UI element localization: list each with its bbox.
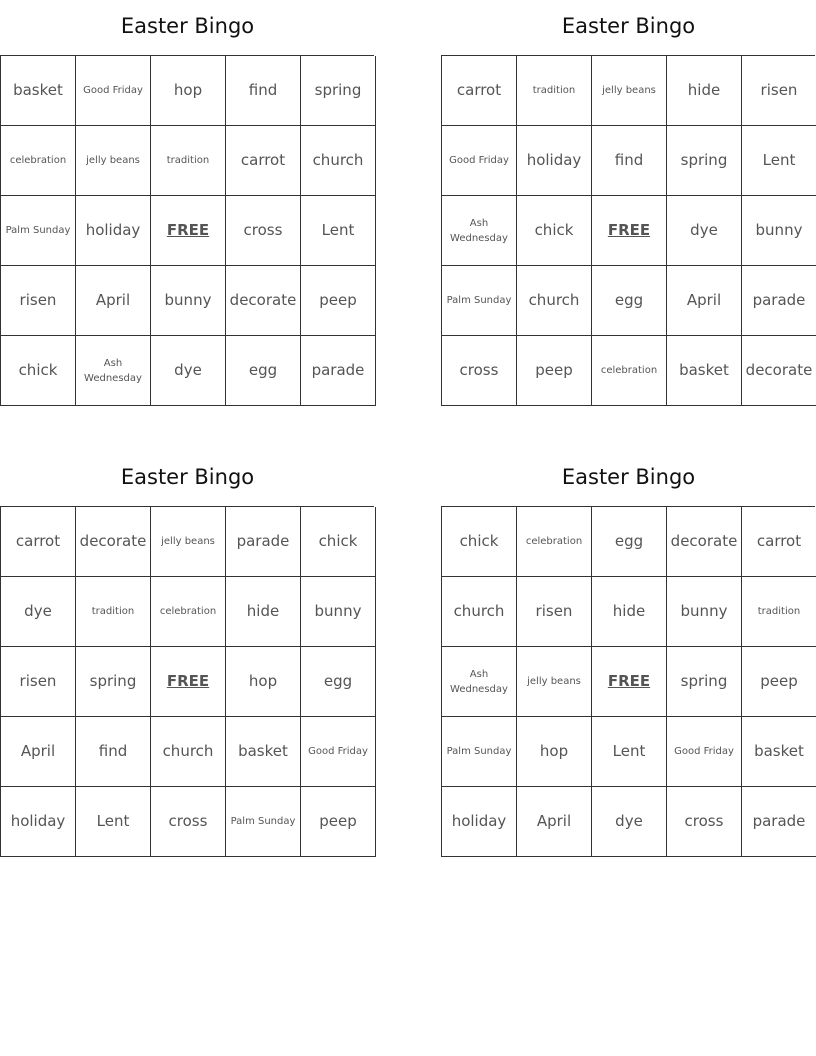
bingo-cell: egg xyxy=(301,647,376,717)
card-title-text: Easter Bingo xyxy=(120,465,255,489)
bingo-cell: Ash Wednesday xyxy=(76,336,151,406)
bingo-cell: hide xyxy=(667,56,742,126)
bingo-cell: carrot xyxy=(1,507,76,577)
card-title xyxy=(0,451,375,506)
bingo-cell: April xyxy=(517,787,592,857)
bingo-cell: chick xyxy=(301,507,376,577)
bingo-cell: peep xyxy=(742,647,816,717)
bingo-cell: find xyxy=(592,126,667,196)
bingo-card xyxy=(441,0,816,406)
bingo-cell: decorate xyxy=(667,507,742,577)
bingo-cell: Palm Sunday xyxy=(1,196,76,266)
bingo-cell: Ash Wednesday xyxy=(442,196,517,266)
bingo-cell: cross xyxy=(151,787,226,857)
card-title-text: Easter Bingo xyxy=(120,14,255,38)
bingo-cell: carrot xyxy=(742,507,816,577)
bingo-grid xyxy=(441,506,815,857)
bingo-cell: celebration xyxy=(517,507,592,577)
card-title xyxy=(0,0,375,55)
bingo-cell: hop xyxy=(151,56,226,126)
bingo-cell: April xyxy=(667,266,742,336)
bingo-cell: church xyxy=(151,717,226,787)
free-space-cell: FREE xyxy=(592,196,667,266)
bingo-card xyxy=(441,451,816,857)
bingo-cell: hop xyxy=(226,647,301,717)
bingo-cell: bunny xyxy=(742,196,816,266)
bingo-cell: dye xyxy=(1,577,76,647)
bingo-cell: Lent xyxy=(742,126,816,196)
bingo-cell: basket xyxy=(667,336,742,406)
bingo-cell: church xyxy=(442,577,517,647)
bingo-cell: Palm Sunday xyxy=(226,787,301,857)
bingo-cell: Good Friday xyxy=(76,56,151,126)
bingo-cell: tradition xyxy=(742,577,816,647)
bingo-cell: holiday xyxy=(442,787,517,857)
bingo-cell: risen xyxy=(1,266,76,336)
bingo-cell: basket xyxy=(226,717,301,787)
bingo-cell: dye xyxy=(151,336,226,406)
bingo-cell: April xyxy=(76,266,151,336)
bingo-cell: holiday xyxy=(1,787,76,857)
bingo-cell: cross xyxy=(667,787,742,857)
bingo-cell: peep xyxy=(517,336,592,406)
bingo-cell: Ash Wednesday xyxy=(442,647,517,717)
bingo-cell: spring xyxy=(667,126,742,196)
bingo-grid xyxy=(0,506,374,857)
bingo-cell: hide xyxy=(592,577,667,647)
card-title xyxy=(441,0,816,55)
bingo-cell: Lent xyxy=(301,196,376,266)
bingo-cell: chick xyxy=(1,336,76,406)
bingo-cell: jelly beans xyxy=(592,56,667,126)
bingo-cell: carrot xyxy=(226,126,301,196)
bingo-cell: church xyxy=(301,126,376,196)
bingo-cell: find xyxy=(226,56,301,126)
bingo-cell: Lent xyxy=(76,787,151,857)
bingo-cell: Good Friday xyxy=(442,126,517,196)
bingo-cell: celebration xyxy=(151,577,226,647)
free-space-cell: FREE xyxy=(592,647,667,717)
bingo-cell: bunny xyxy=(301,577,376,647)
bingo-cell: tradition xyxy=(517,56,592,126)
bingo-cell: find xyxy=(76,717,151,787)
bingo-cell: tradition xyxy=(151,126,226,196)
bingo-cell: chick xyxy=(517,196,592,266)
bingo-cell: jelly beans xyxy=(76,126,151,196)
bingo-cell: parade xyxy=(742,787,816,857)
bingo-cell: April xyxy=(1,717,76,787)
bingo-cell: Palm Sunday xyxy=(442,717,517,787)
bingo-cell: carrot xyxy=(442,56,517,126)
bingo-cell: egg xyxy=(592,507,667,577)
bingo-cell: chick xyxy=(442,507,517,577)
bingo-cell: decorate xyxy=(742,336,816,406)
bingo-cell: bunny xyxy=(151,266,226,336)
card-title xyxy=(441,451,816,506)
bingo-card xyxy=(0,451,375,857)
bingo-cell: dye xyxy=(667,196,742,266)
bingo-cell: parade xyxy=(226,507,301,577)
bingo-cell: hop xyxy=(517,717,592,787)
bingo-cell: peep xyxy=(301,787,376,857)
bingo-cell: cross xyxy=(442,336,517,406)
bingo-cell: dye xyxy=(592,787,667,857)
bingo-grid xyxy=(0,55,374,406)
bingo-cell: Good Friday xyxy=(667,717,742,787)
bingo-cell: risen xyxy=(517,577,592,647)
bingo-cell: risen xyxy=(1,647,76,717)
card-title-text: Easter Bingo xyxy=(561,14,696,38)
bingo-cell: egg xyxy=(226,336,301,406)
bingo-cell: holiday xyxy=(76,196,151,266)
bingo-cell: decorate xyxy=(76,507,151,577)
bingo-cell: celebration xyxy=(1,126,76,196)
free-space-cell: FREE xyxy=(151,647,226,717)
bingo-card xyxy=(0,0,375,406)
bingo-cell: Lent xyxy=(592,717,667,787)
bingo-cell: egg xyxy=(592,266,667,336)
bingo-cell: parade xyxy=(742,266,816,336)
bingo-cell: basket xyxy=(1,56,76,126)
bingo-cell: jelly beans xyxy=(517,647,592,717)
bingo-cell: peep xyxy=(301,266,376,336)
bingo-cell: Palm Sunday xyxy=(442,266,517,336)
card-title-text: Easter Bingo xyxy=(561,465,696,489)
bingo-cell: parade xyxy=(301,336,376,406)
bingo-cell: basket xyxy=(742,717,816,787)
bingo-cell: tradition xyxy=(76,577,151,647)
bingo-cell: bunny xyxy=(667,577,742,647)
bingo-cell: hide xyxy=(226,577,301,647)
bingo-cell: celebration xyxy=(592,336,667,406)
bingo-cell: Good Friday xyxy=(301,717,376,787)
bingo-cell: holiday xyxy=(517,126,592,196)
bingo-grid xyxy=(441,55,815,406)
bingo-cell: church xyxy=(517,266,592,336)
bingo-cell: spring xyxy=(667,647,742,717)
free-space-cell: FREE xyxy=(151,196,226,266)
bingo-cell: risen xyxy=(742,56,816,126)
bingo-cell: cross xyxy=(226,196,301,266)
bingo-cell: decorate xyxy=(226,266,301,336)
bingo-cell: jelly beans xyxy=(151,507,226,577)
bingo-cell: spring xyxy=(301,56,376,126)
bingo-cell: spring xyxy=(76,647,151,717)
